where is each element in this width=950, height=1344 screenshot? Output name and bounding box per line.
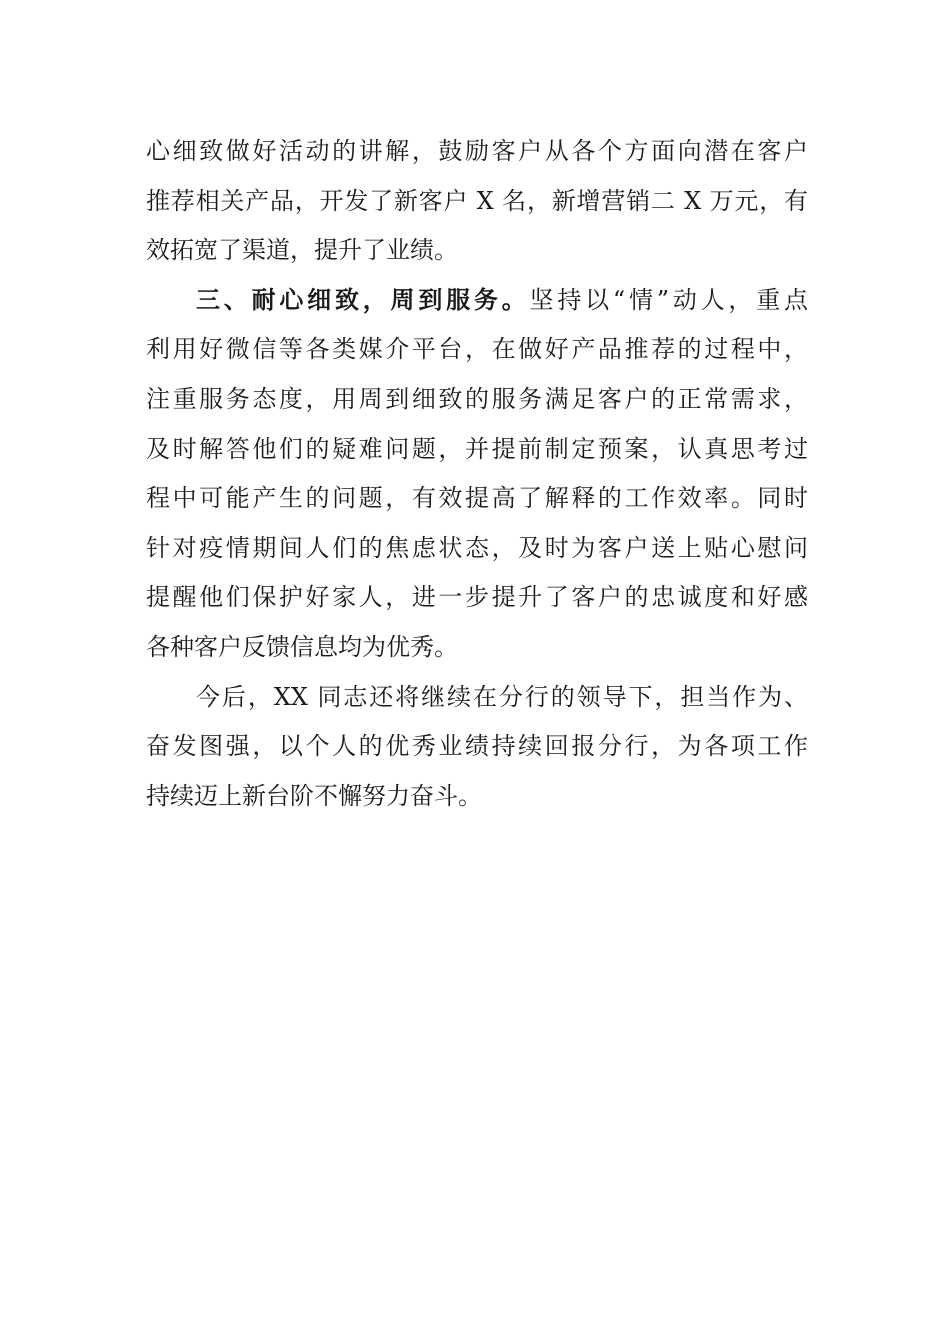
section-heading: 三、耐心细致，周到服务。 bbox=[196, 285, 530, 314]
text-line: 推荐相关产品，开发了新客户 X 名，新增营销二 X 万元，有 bbox=[146, 186, 808, 215]
text-line: 心细致做好活动的讲解，鼓励客户从各个方面向潜在客户 bbox=[146, 137, 808, 165]
text-line: 针对疫情期间人们的焦虑状态，及时为客户送上贴心慰问 bbox=[146, 533, 808, 562]
paragraph-service bbox=[146, 276, 808, 673]
text-line: 今后，XX 同志还将继续在分行的领导下，担当作为、 bbox=[196, 682, 808, 711]
paragraph-outlook bbox=[146, 673, 808, 822]
text-line: 各种客户反馈信息均为优秀。 bbox=[146, 632, 458, 661]
text-line: 奋发图强，以个人的优秀业绩持续回报分行，为各项工作 bbox=[146, 732, 808, 761]
text-line bbox=[146, 276, 808, 326]
text-line: 及时解答他们的疑难问题，并提前制定预案，认真思考过 bbox=[146, 434, 808, 463]
text-line: 注重服务态度，用周到细致的服务满足客户的正常需求， bbox=[146, 384, 808, 413]
text-line: 程中可能产生的问题，有效提高了解释的工作效率。同时 bbox=[146, 484, 808, 513]
text-line: 利用好微信等各类媒介平台，在做好产品推荐的过程中， bbox=[146, 335, 808, 364]
document-body bbox=[146, 127, 808, 821]
text-run: 坚持以“情”动人，重点 bbox=[529, 285, 809, 314]
text-line: 提醒他们保护好家人，进一步提升了客户的忠诚度和好感 bbox=[146, 583, 808, 612]
text-line: 持续迈上新台阶不懈努力奋斗。 bbox=[146, 781, 482, 810]
paragraph-promotion-results bbox=[146, 127, 808, 276]
text-line: 效拓宽了渠道，提升了业绩。 bbox=[146, 236, 458, 265]
